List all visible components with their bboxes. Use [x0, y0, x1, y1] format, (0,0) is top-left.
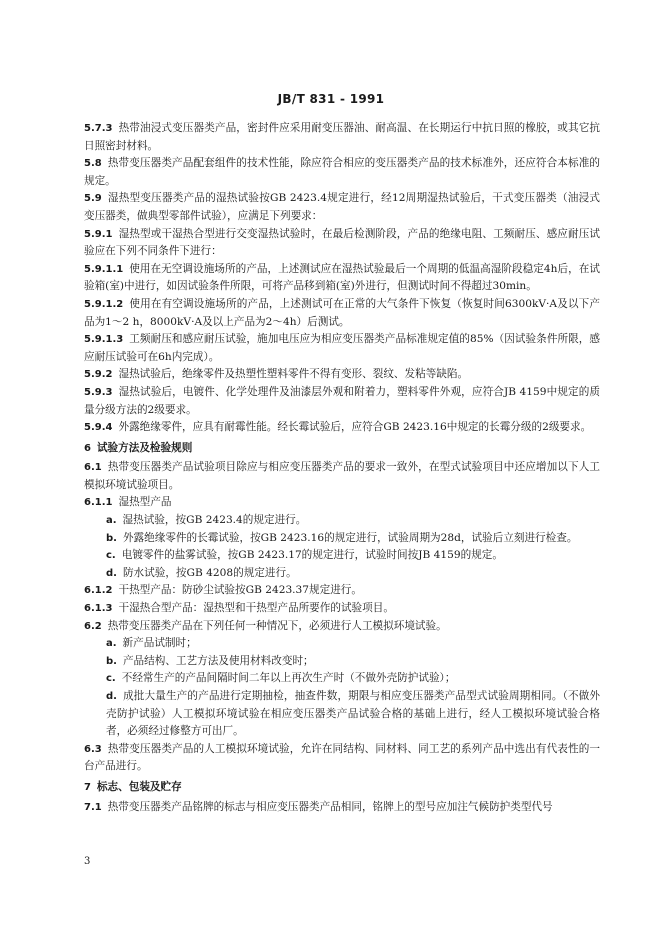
- clause-paragraph: [84, 459, 600, 494]
- clause-text: 外露绝缘零件，应具有耐霉性能。经长霉试验后，应符合GB 2423.16中规定的长霉分级的2级要求。: [118, 421, 592, 434]
- clause-number: 5.9.1.2: [84, 298, 124, 310]
- clause-number: 5.9.4: [84, 422, 113, 434]
- clause-text: 热带变压器类产品试验项目除应与相应变压器类产品的要求一致外，在型式试验项目中还应增加以下人工模拟环境试验项目。: [84, 461, 600, 491]
- clause-text: 防水试验，按GB 4208的规定进行。: [122, 566, 297, 579]
- clause-text: 新产品试制时；: [122, 637, 197, 650]
- clause-text: 热带变压器类产品配套组件的技术性能，除应符合相应的变压器类产品的技术标准外，还应符合本标准的规定。: [84, 157, 600, 187]
- clause-paragraph: [84, 331, 600, 366]
- clause-number: 7.1: [84, 801, 102, 813]
- clause-text: 湿热型产品: [118, 496, 172, 509]
- clause-number: 5.9.1.3: [84, 334, 124, 346]
- clause-number: a.: [106, 515, 117, 527]
- clause-text: 成批大量生产的产品进行定期抽检，抽查件数，期限与相应变压器类产品型式试验周期相同。（不做外壳防护试验）人工模拟环境试验在相应变压器类产品试验合格的基础上进行，经人工模拟环境试验合格者，必须经过修整方可出厂。: [106, 690, 600, 738]
- list-item: [84, 653, 600, 671]
- clause-text: 热带变压器类产品的人工模拟环境试验，允许在同结构、同材料、同工艺的系列产品中选出有代表性的一台产品进行。: [84, 742, 600, 773]
- clause-number: 5.9: [84, 193, 102, 205]
- clause-text: 工频耐压和感应耐压试验，施加电压应为相应变压器类产品标准规定值的85%（因试验条件所限，感应耐压试验可在6h内完成）。: [84, 333, 600, 363]
- clause-text: 电镀零件的盐雾试验，按GB 2423.17的规定进行，试验时间按JB 4159的规定。: [121, 549, 503, 562]
- page-header: JB/T 831 - 1991: [277, 92, 385, 106]
- clause-text: 使用在有空调设施场所的产品，上述测试可在正常的大气条件下恢复（恢复时间6300kV·A及以下产品为1～2 h，8000kV·A及以上产品为2～4h）后测试。: [84, 297, 600, 328]
- list-item: [84, 547, 600, 565]
- clause-number: 5.9.2: [84, 369, 113, 381]
- clause-number: 6.1.3: [84, 603, 113, 615]
- clause-number: c.: [106, 550, 116, 562]
- clause-paragraph: [84, 618, 600, 636]
- clause-paragraph: [84, 366, 600, 384]
- clause-text: 湿热试验后，绝缘零件及热塑性塑料零件不得有变形、裂纹、发粘等缺陷。: [118, 368, 469, 381]
- clause-text: 使用在无空调设施场所的产品，上述测试应在湿热试验最后一个周期的低温高湿阶段稳定4h后，在试验箱(室)中进行，如因试验条件所限，可将产品移到箱(室)外进行，但测试时间不得超过30min。: [84, 262, 600, 293]
- clause-number: 6: [84, 442, 91, 454]
- clause-paragraph: [84, 419, 600, 437]
- clause-text: 试验方法及检验规则: [96, 441, 193, 454]
- clause-number: 6.2: [84, 620, 102, 632]
- clause-text: 不经常生产的产品间隔时间二年以上再次生产时（不做外壳防护试验）；: [121, 672, 456, 685]
- clause-number: 6.1.2: [84, 585, 113, 597]
- clause-paragraph: [84, 600, 600, 618]
- list-item: [84, 565, 600, 583]
- clause-paragraph: [84, 384, 600, 419]
- clause-number: c.: [106, 673, 116, 685]
- clause-number: 5.8: [84, 158, 102, 170]
- document-body: [84, 120, 600, 816]
- clause-number: b.: [106, 532, 117, 544]
- clause-number: 6.1: [84, 462, 102, 474]
- clause-text: 湿热型变压器类产品的湿热试验按GB 2423.4规定进行，经12周期湿热试验后，干式变压器类（油浸式变压器类，做典型零部件试验），应满足下列要求：: [84, 192, 600, 222]
- list-item: [84, 688, 600, 741]
- clause-number: 5.9.3: [84, 386, 113, 398]
- clause-text: 热带变压器类产品铭牌的标志与相应变压器类产品相同，铭牌上的型号应加注气候防护类型代号: [107, 800, 553, 813]
- clause-text: 湿热试验后，电镀件、化学处理件及油漆层外观和附着力，塑料零件外观，应符合JB 4159中规定的质量分级方法的2级要求。: [84, 385, 600, 416]
- clause-paragraph: [84, 120, 600, 155]
- clause-paragraph: [84, 494, 600, 512]
- clause-number: 5.7.3: [84, 123, 113, 134]
- clause-number: 7: [84, 781, 91, 793]
- page-number: 3: [84, 856, 91, 867]
- clause-paragraph: [84, 190, 600, 225]
- clause-number: b.: [106, 655, 117, 667]
- clause-text: 湿热试验，按GB 2423.4的规定进行。: [122, 514, 307, 527]
- clause-text: 湿热型或干湿热合型进行交变湿热试验时，在最后检测阶段，产品的绝缘电阻、工频耐压、感应耐压试验应在下列不同条件下进行：: [84, 227, 600, 258]
- clause-text: 热带变压器类产品在下列任何一种情况下，必须进行人工模拟环境试验。: [107, 619, 447, 632]
- clause-paragraph: [84, 799, 600, 817]
- clause-text: 标志、包装及贮存: [96, 780, 182, 793]
- clause-number: 6.1.1: [84, 497, 113, 509]
- clause-number: d.: [106, 567, 117, 579]
- clause-text: 外露绝缘零件的长霉试验，按GB 2423.16的规定进行，试验周期为28d，试验后立刻进行检查。: [122, 531, 578, 544]
- clause-paragraph: [84, 261, 600, 296]
- clause-number: d.: [106, 691, 117, 702]
- clause-number: a.: [106, 638, 117, 650]
- list-item: [84, 670, 600, 688]
- clause-text: 干热型产品：防砂尘试验按GB 2423.37规定进行。: [118, 584, 362, 597]
- section-heading: [84, 779, 600, 797]
- list-item: [84, 635, 600, 653]
- clause-number: 5.9.1: [84, 228, 113, 240]
- clause-paragraph: [84, 296, 600, 331]
- clause-paragraph: [84, 582, 600, 600]
- list-item: [84, 512, 600, 530]
- clause-number: 6.3: [84, 743, 102, 755]
- clause-number: 5.9.1.1: [84, 263, 124, 275]
- list-item: [84, 530, 600, 548]
- clause-paragraph: [84, 741, 600, 776]
- clause-text: 热带油浸式变压器类产品，密封件应采用耐变压器油、耐高温、在长期运行中抗日照的橡胶，或其它抗日照密封材料。: [84, 122, 600, 152]
- clause-text: 产品结构、工艺方法及使用材料改变时；: [122, 654, 314, 667]
- clause-paragraph: [84, 155, 600, 190]
- clause-paragraph: [84, 226, 600, 261]
- clause-text: 干湿热合型产品：湿热型和干热型产品所要作的试验项目。: [118, 602, 394, 615]
- section-heading: [84, 440, 600, 458]
